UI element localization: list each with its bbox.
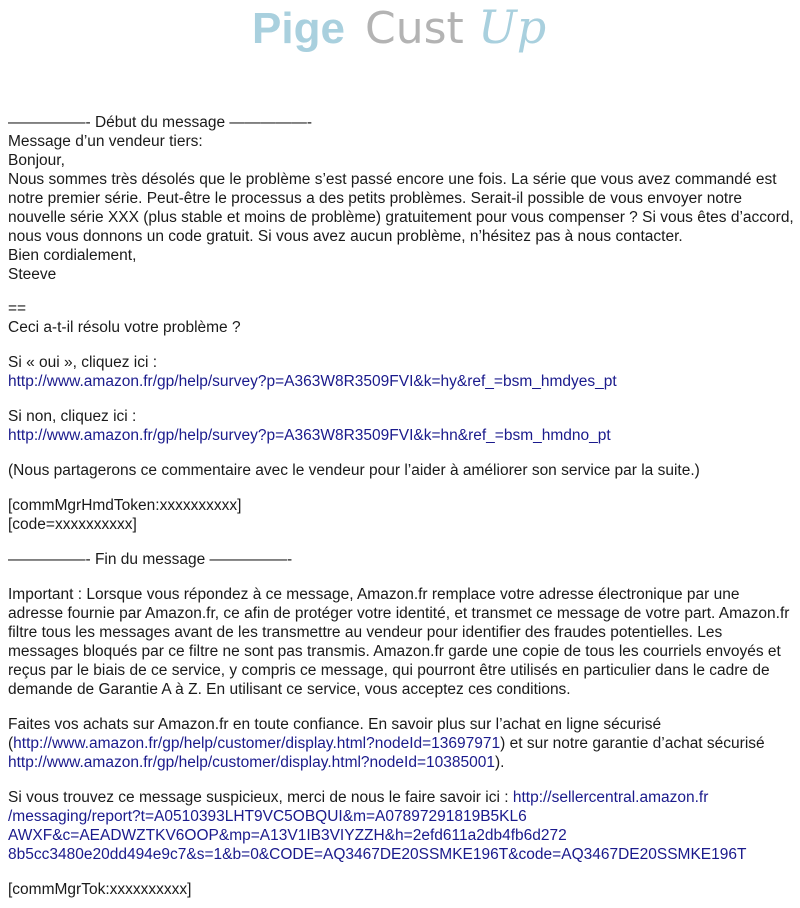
logo-text-cust: Cust: [365, 3, 464, 54]
confidence-end-text: ).: [494, 754, 505, 771]
share-note: (Nous partagerons ce commentaire avec le vendeur pour l’aider à améliorer son service par la suite.): [8, 462, 700, 479]
suspicious-text: Si vous trouvez ce message suspicieux, merci de nous le faire savoir ici :: [8, 789, 509, 806]
confidence-mid-text: ) et sur notre garantie d’achat sécurisé: [500, 735, 765, 752]
confidence-text: Faites vos achats sur Amazon.fr en toute confiance. En savoir plus sur l’achat en ligne sécurisé (: [8, 716, 662, 752]
confidence-paragraph: [8, 715, 796, 772]
sender-line: Message d’un vendeur tiers:: [8, 133, 203, 150]
tok-line: [commMgrTok:xxxxxxxxxx]: [8, 881, 192, 898]
message-body: Nous sommes très désolés que le problème s’est passé encore une fois. La série que vous avez commandé est notre premier série. Peut-être le processus a des petits problèmes. Serait-il possible de vous envoyer notre nouvelle série XXX (plus stable et moins de problème) gratuitement pour vous compenser ? Si vous êtes d’accord, nous vous donnons un code gratuit. Si vous avez aucun problème, n’hésitez pas à nous contacter.: [8, 171, 794, 245]
email-content: [8, 113, 796, 899]
greeting: Bonjour,: [8, 152, 65, 169]
report-link-line-1: http://sellercentral.amazon.fr: [512, 789, 709, 806]
closing: Bien cordialement,: [8, 247, 137, 264]
suspicious-paragraph: [8, 788, 796, 864]
report-link-line-4: 8b5cc3480e20dd494e9c7&s=1&b=0&CODE=AQ3467DE20SSMKE196T&code=AQ3467DE20SSMKE196T: [8, 846, 747, 863]
yes-survey-link[interactable]: http://www.amazon.fr/gp/help/survey?p=A363W8R3509FVI&k=hy&ref_=bsm_hmdyes_pt: [8, 373, 617, 390]
report-link-line-3: AWXF&c=AEADWZTKV6OOP&mp=A13V1IB3VIYZZH&h=2efd611a2db4fb6d272: [8, 827, 567, 844]
guarantee-link[interactable]: http://www.amazon.fr/gp/help/customer/display.html?nodeId=10385001: [8, 754, 495, 771]
signature: Steeve: [8, 266, 57, 283]
pige-custup-logo: [252, 0, 552, 66]
no-prompt: Si non, cliquez ici :: [8, 408, 137, 425]
yes-prompt: Si « oui », cliquez ici :: [8, 354, 158, 371]
logo-text-up: Up: [478, 0, 547, 54]
message-start-marker: —————- Début du message —————-: [8, 114, 313, 131]
message-end-marker: —————- Fin du message —————-: [8, 551, 293, 568]
token-line: [commMgrHmdToken:xxxxxxxxxx]: [8, 497, 242, 514]
logo-text-pige: Pige: [252, 4, 345, 53]
code-line: [code=xxxxxxxxxx]: [8, 516, 137, 533]
no-survey-link[interactable]: http://www.amazon.fr/gp/help/survey?p=A363W8R3509FVI&k=hn&ref_=bsm_hmdno_pt: [8, 427, 611, 444]
report-link-line-2: /messaging/report?t=A0510393LHT9VC5OBQUI&m=A07897291819B5KL6: [8, 808, 527, 825]
secure-purchase-link[interactable]: http://www.amazon.fr/gp/help/customer/display.html?nodeId=13697971: [13, 735, 501, 752]
separator: ==: [8, 300, 27, 317]
important-notice: Important : Lorsque vous répondez à ce message, Amazon.fr remplace votre adresse électronique par une adresse fournie par Amazon.fr, ce afin de protéger votre identité, et transmet ce message de votre part. Amazon.fr filtre tous les messages avant de les transmettre au vendeur pour identifier des fraudes potentielles. Les messages bloqués par ce filtre ne sont pas transmis. Amazon.fr garde une copie de tous les courriels envoyés et reçus par le biais de ce service, y compris ce message, qui pourront être utilisés en particulier dans le cadre de demande de Garantie A à Z. En utilisant ce service, vous acceptez ces conditions.: [8, 586, 790, 698]
resolution-question: Ceci a-t-il résolu votre problème ?: [8, 319, 241, 336]
